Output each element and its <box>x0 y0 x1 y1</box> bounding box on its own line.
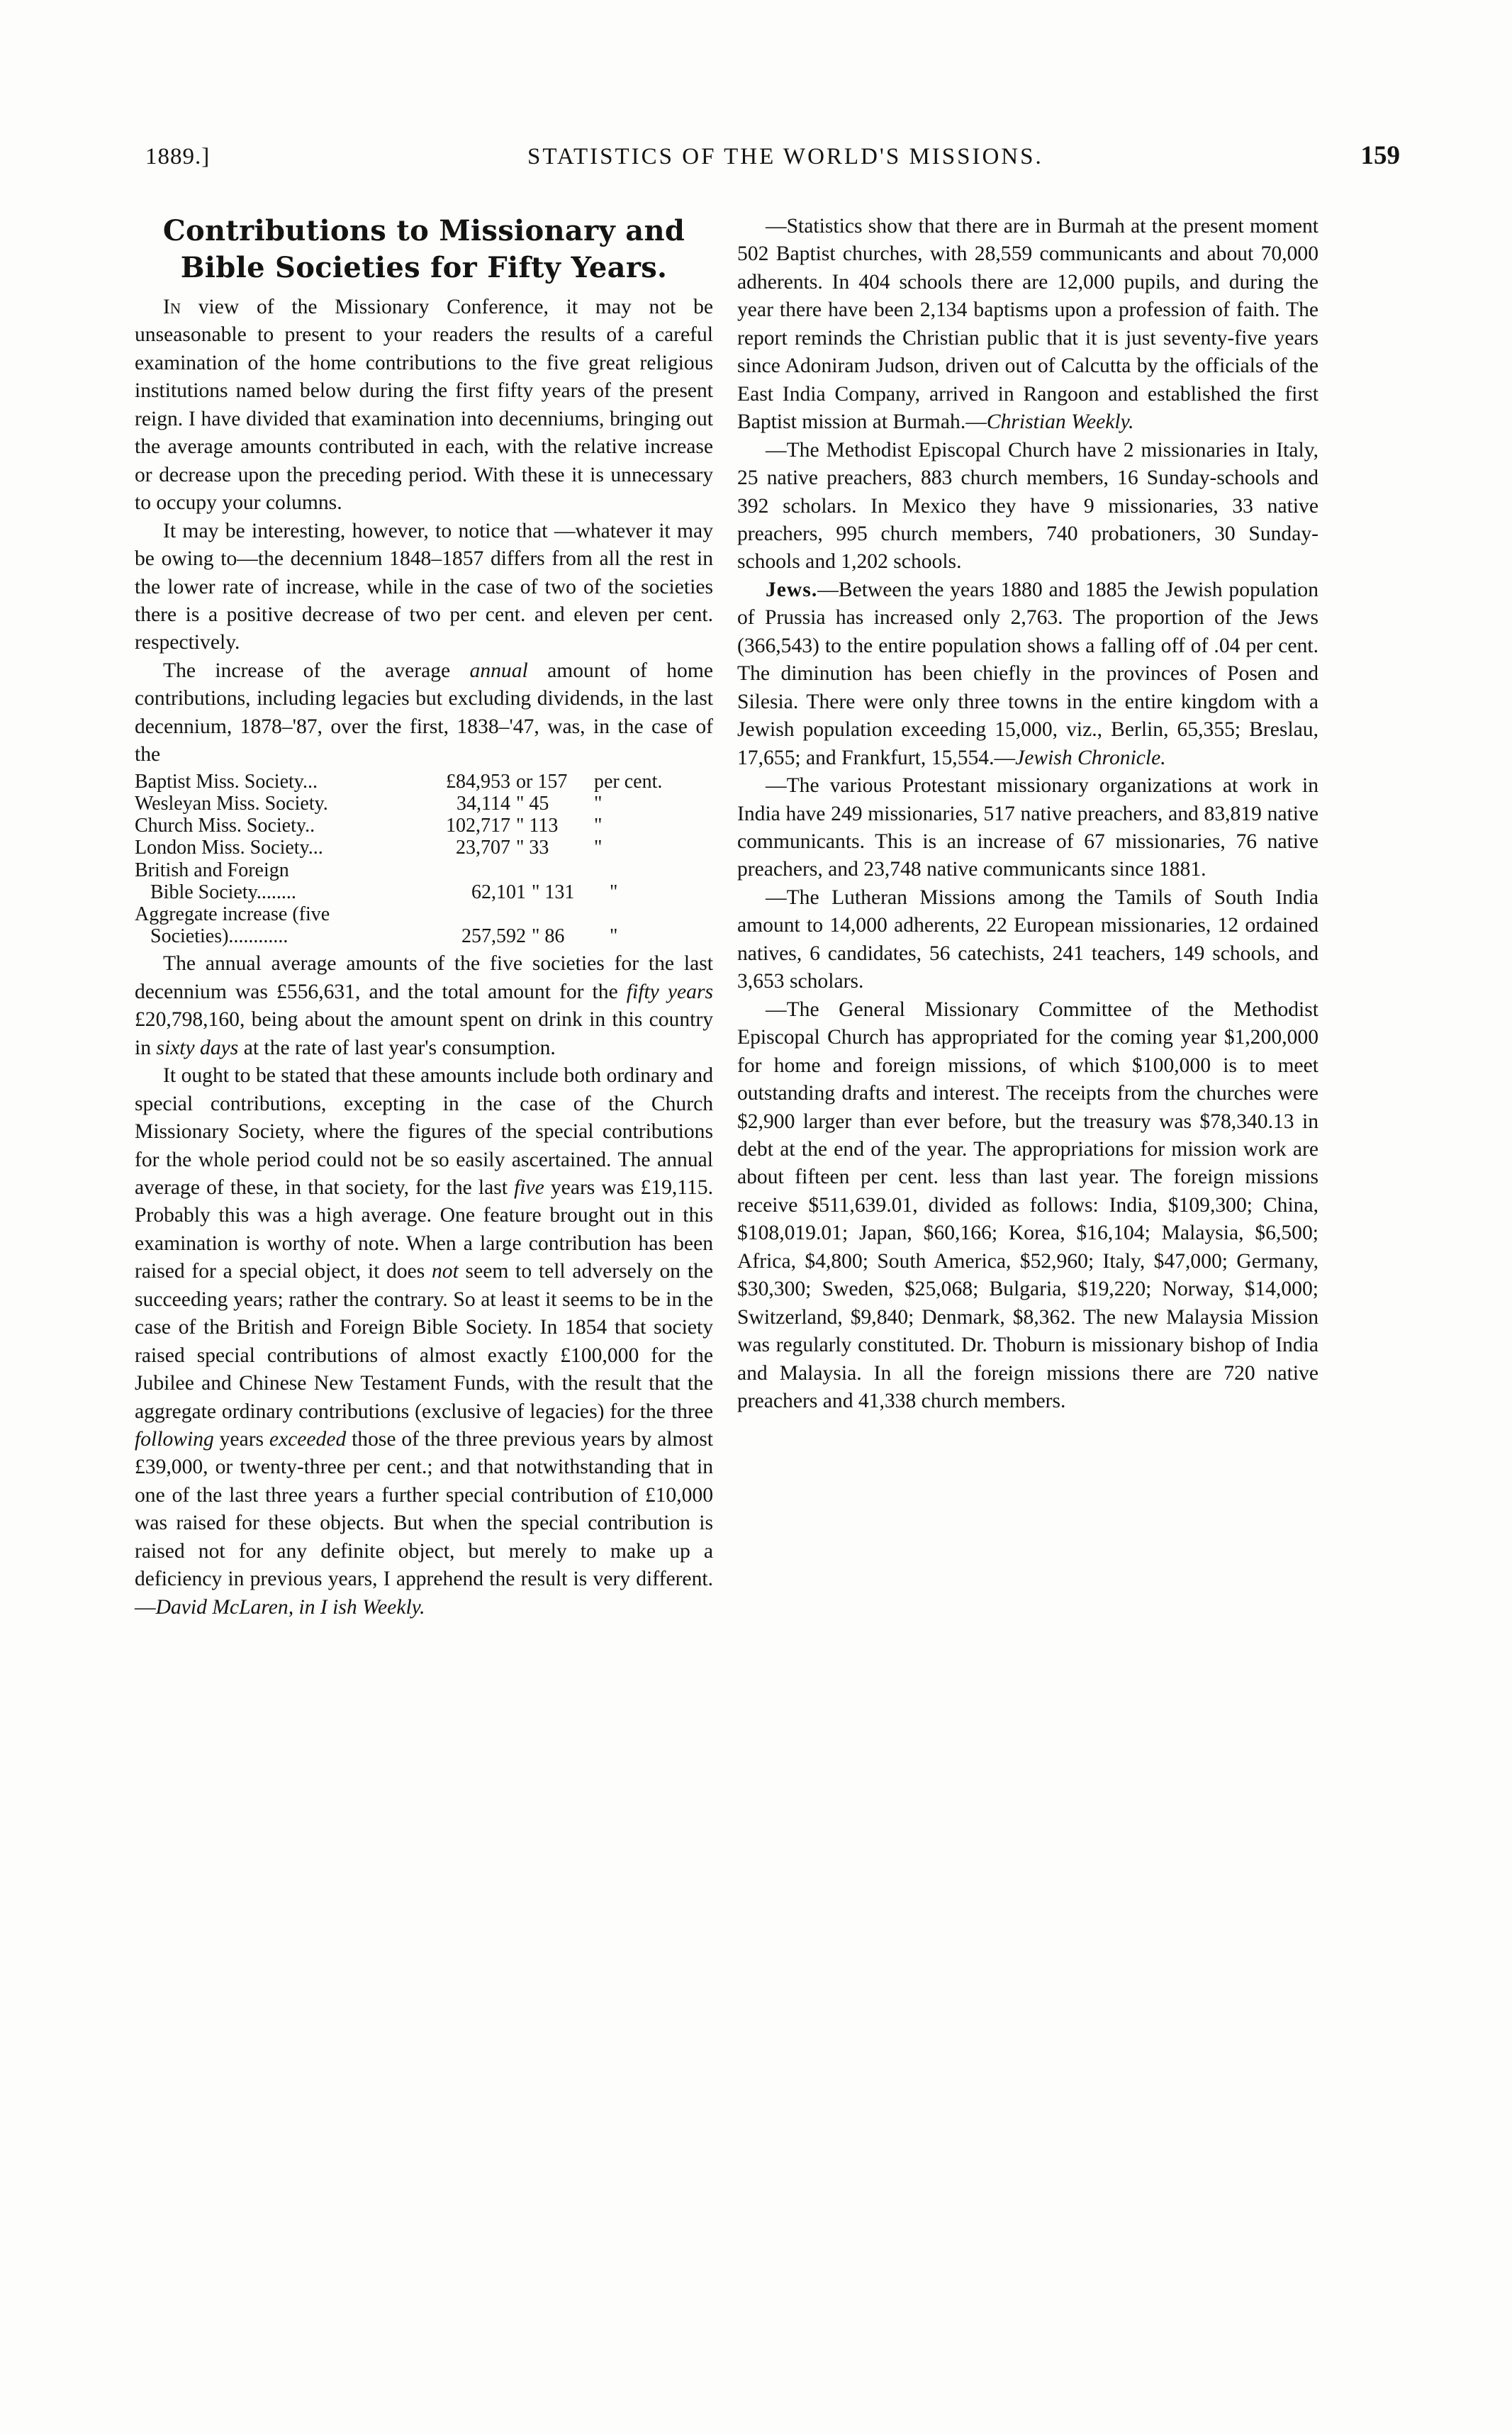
table-row: Baptist Miss. Society... £84,953 or 157 per cent. <box>135 770 663 793</box>
source-citation: Jewish Chronicle. <box>1015 746 1166 769</box>
article-title: Contributions to Missionary and Bible Societies for Fifty Years. <box>162 214 685 284</box>
paragraph: The annual average amounts of the five societies for the last decennium was £556,631, and the total amount for the fifty years £20,798,160, being about the amount spent on drink in this country in sixty days at the rate of last year's consumption. <box>135 952 713 1059</box>
contributions-table <box>135 771 713 948</box>
header-year: 1889.] <box>145 144 211 169</box>
source-citation: Christian Weekly. <box>986 411 1134 434</box>
table-row: Church Miss. Society.. 102,717 " 113 " <box>135 815 603 837</box>
table-row: Aggregate increase (five <box>135 903 330 925</box>
table-row: British and Foreign <box>135 859 289 881</box>
table-row: Wesleyan Miss. Society. 34,114 " 45 " <box>135 792 603 815</box>
paragraph: Jews.—Between the years 1880 and 1885 the Jewish population of Prussia has increased only 2,763. The proportion of the Jews (366,543) to the entire population shows a falling off of .04 per cent. The diminution has been chiefly in the provinces of Posen and Silesia. There were only three towns in the entire kingdom with a Jewish population exceeding 15,000, viz., Berlin, 65,355; Breslau, 17,655; and Frankfurt, 15,554.—Jewish Chronicle. <box>737 578 1318 769</box>
table-row: Bible Society........ 62,101 " 131 " <box>150 881 618 903</box>
paragraph: It may be interesting, however, to notice that —whatever it may be owing to—the decennium 1848–1857 differs from all the rest in the lower rate of increase, while in the case of two of the societies there is a positive decrease of two per cent. and eleven per cent. respectively. <box>135 519 713 654</box>
table-row: Societies)............ 257,592 " 86 " <box>150 925 618 948</box>
paragraph: —Statistics show that there are in Burmah at the present moment 502 Baptist churches, with 28,559 communicants and about 70,000 adherents. In 404 schools there are 12,000 pupils, and during the year there have been 2,134 baptisms upon a profession of faith. The report reminds the Christian public that it is just seventy-five years since Adoniram Judson, driven out of Calcutta by the officials of the East India Company, arrived in Rangoon and established the first Baptist mission at Burmah.—Christian Weekly. <box>737 215 1318 434</box>
paragraph: —The Methodist Episcopal Church have 2 missionaries in Italy, 25 native preachers, 883 church members, 16 Sunday-schools and 392 scholars. In Mexico they have 9 missionaries, 33 native preachers, 995 church members, 740 probationers, 30 Sunday-schools and 1,202 schools. <box>737 438 1318 574</box>
running-head <box>145 140 1400 183</box>
paragraph: —The various Protestant missionary organizations at work in India have 249 missionaries, 517 native preachers, and 83,819 native communicants. This is an increase of 67 missionaries, 76 native preachers, and 23,748 native communicants since 1881. <box>737 774 1318 881</box>
page-number: 159 <box>1360 141 1400 170</box>
paragraph: The increase of the average annual amount of home contributions, including legacies but excluding dividends, in the last decennium, 1878–'87, over the first, 1838–'47, was, in the case of the <box>135 659 713 766</box>
left-column <box>135 213 713 1621</box>
paragraph: —The Lutheran Missions among the Tamils of South India amount to 14,000 adherents, 22 European missionaries, 12 ordained natives, 6 candidates, 56 catechists, 241 teachers, 149 schools, and 3,653 scholars. <box>737 886 1318 993</box>
section-heading: Jews. <box>766 578 818 601</box>
paragraph: It ought to be stated that these amounts include both ordinary and special contributions, excepting in the case of the Church Missionary Society, where the figures of the special contributions for the whole period could not be so easily ascertained. The annual average of these, in that society, for the last five years was £19,115. Probably this was a high average. One feature brought out in this examination is worthy of note. When a large contribution has been raised for a special object, it does not seem to tell adversely on the succeeding years; rather the contrary. So at least it seems to be in the case of the British and Foreign Bible Society. In 1854 that society raised special contributions of almost exactly £100,000 for the Jubilee and Chinese New Testament Funds, with the result that the aggregate ordinary contributions (exclusive of legacies) for the three following years exceeded those of the three previous years by almost £39,000, or twenty-three per cent.; and that notwithstanding that in one of the last three years a further special contribution of £10,000 was raised for these objects. But when the special contribution is raised not for any definite object, but merely to make up a deficiency in previous years, I apprehend the result is very different.—David McLaren, in I ish Weekly. <box>135 1064 713 1619</box>
right-column <box>737 213 1318 1415</box>
paragraph-lead: In <box>163 296 181 318</box>
paragraph: In view of the Missionary Conference, it may not be unseasonable to present to your readers the results of a careful examination of the home contributions to the five great religious institutions named below during the first fifty years of the present reign. I have divided that examination into decenniums, bringing out the average amounts contributed in each, with the relative increase or decrease upon the preceding period. With these it is unnecessary to occupy your columns. <box>135 296 713 515</box>
table-row: London Miss. Society... 23,707 " 33 " <box>135 837 603 859</box>
signature: David McLaren, in I ish Weekly. <box>155 1595 425 1619</box>
paragraph: —The General Missionary Committee of the Methodist Episcopal Church has appropriated for the coming year $1,200,000 for home and foreign missions, of which $100,000 is to meet outstanding drafts and interest. The receipts from the churches were $2,900 larger than ever before, but the treasury was $78,340.13 in debt at the end of the year. The appropriations for mission work are about fifteen per cent. less than last year. The foreign missions receive $511,639.01, divided as follows: India, $109,300; China, $108,019.01; Japan, $60,166; Korea, $16,104; Malaysia, $6,500; Africa, $4,800; South America, $52,960; Italy, $47,000; Germany, $30,300; Sweden, $25,068; Bulgaria, $19,220; Norway, $14,000; Switzerland, $9,840; Denmark, $8,362. The new Malaysia Mission was regularly constituted. Dr. Thoburn is missionary bishop of India and Malaysia. In all the foreign missions there are 720 native preachers and 41,338 church members. <box>737 998 1318 1413</box>
header-title: STATISTICS OF THE WORLD'S MISSIONS. <box>527 144 1043 169</box>
